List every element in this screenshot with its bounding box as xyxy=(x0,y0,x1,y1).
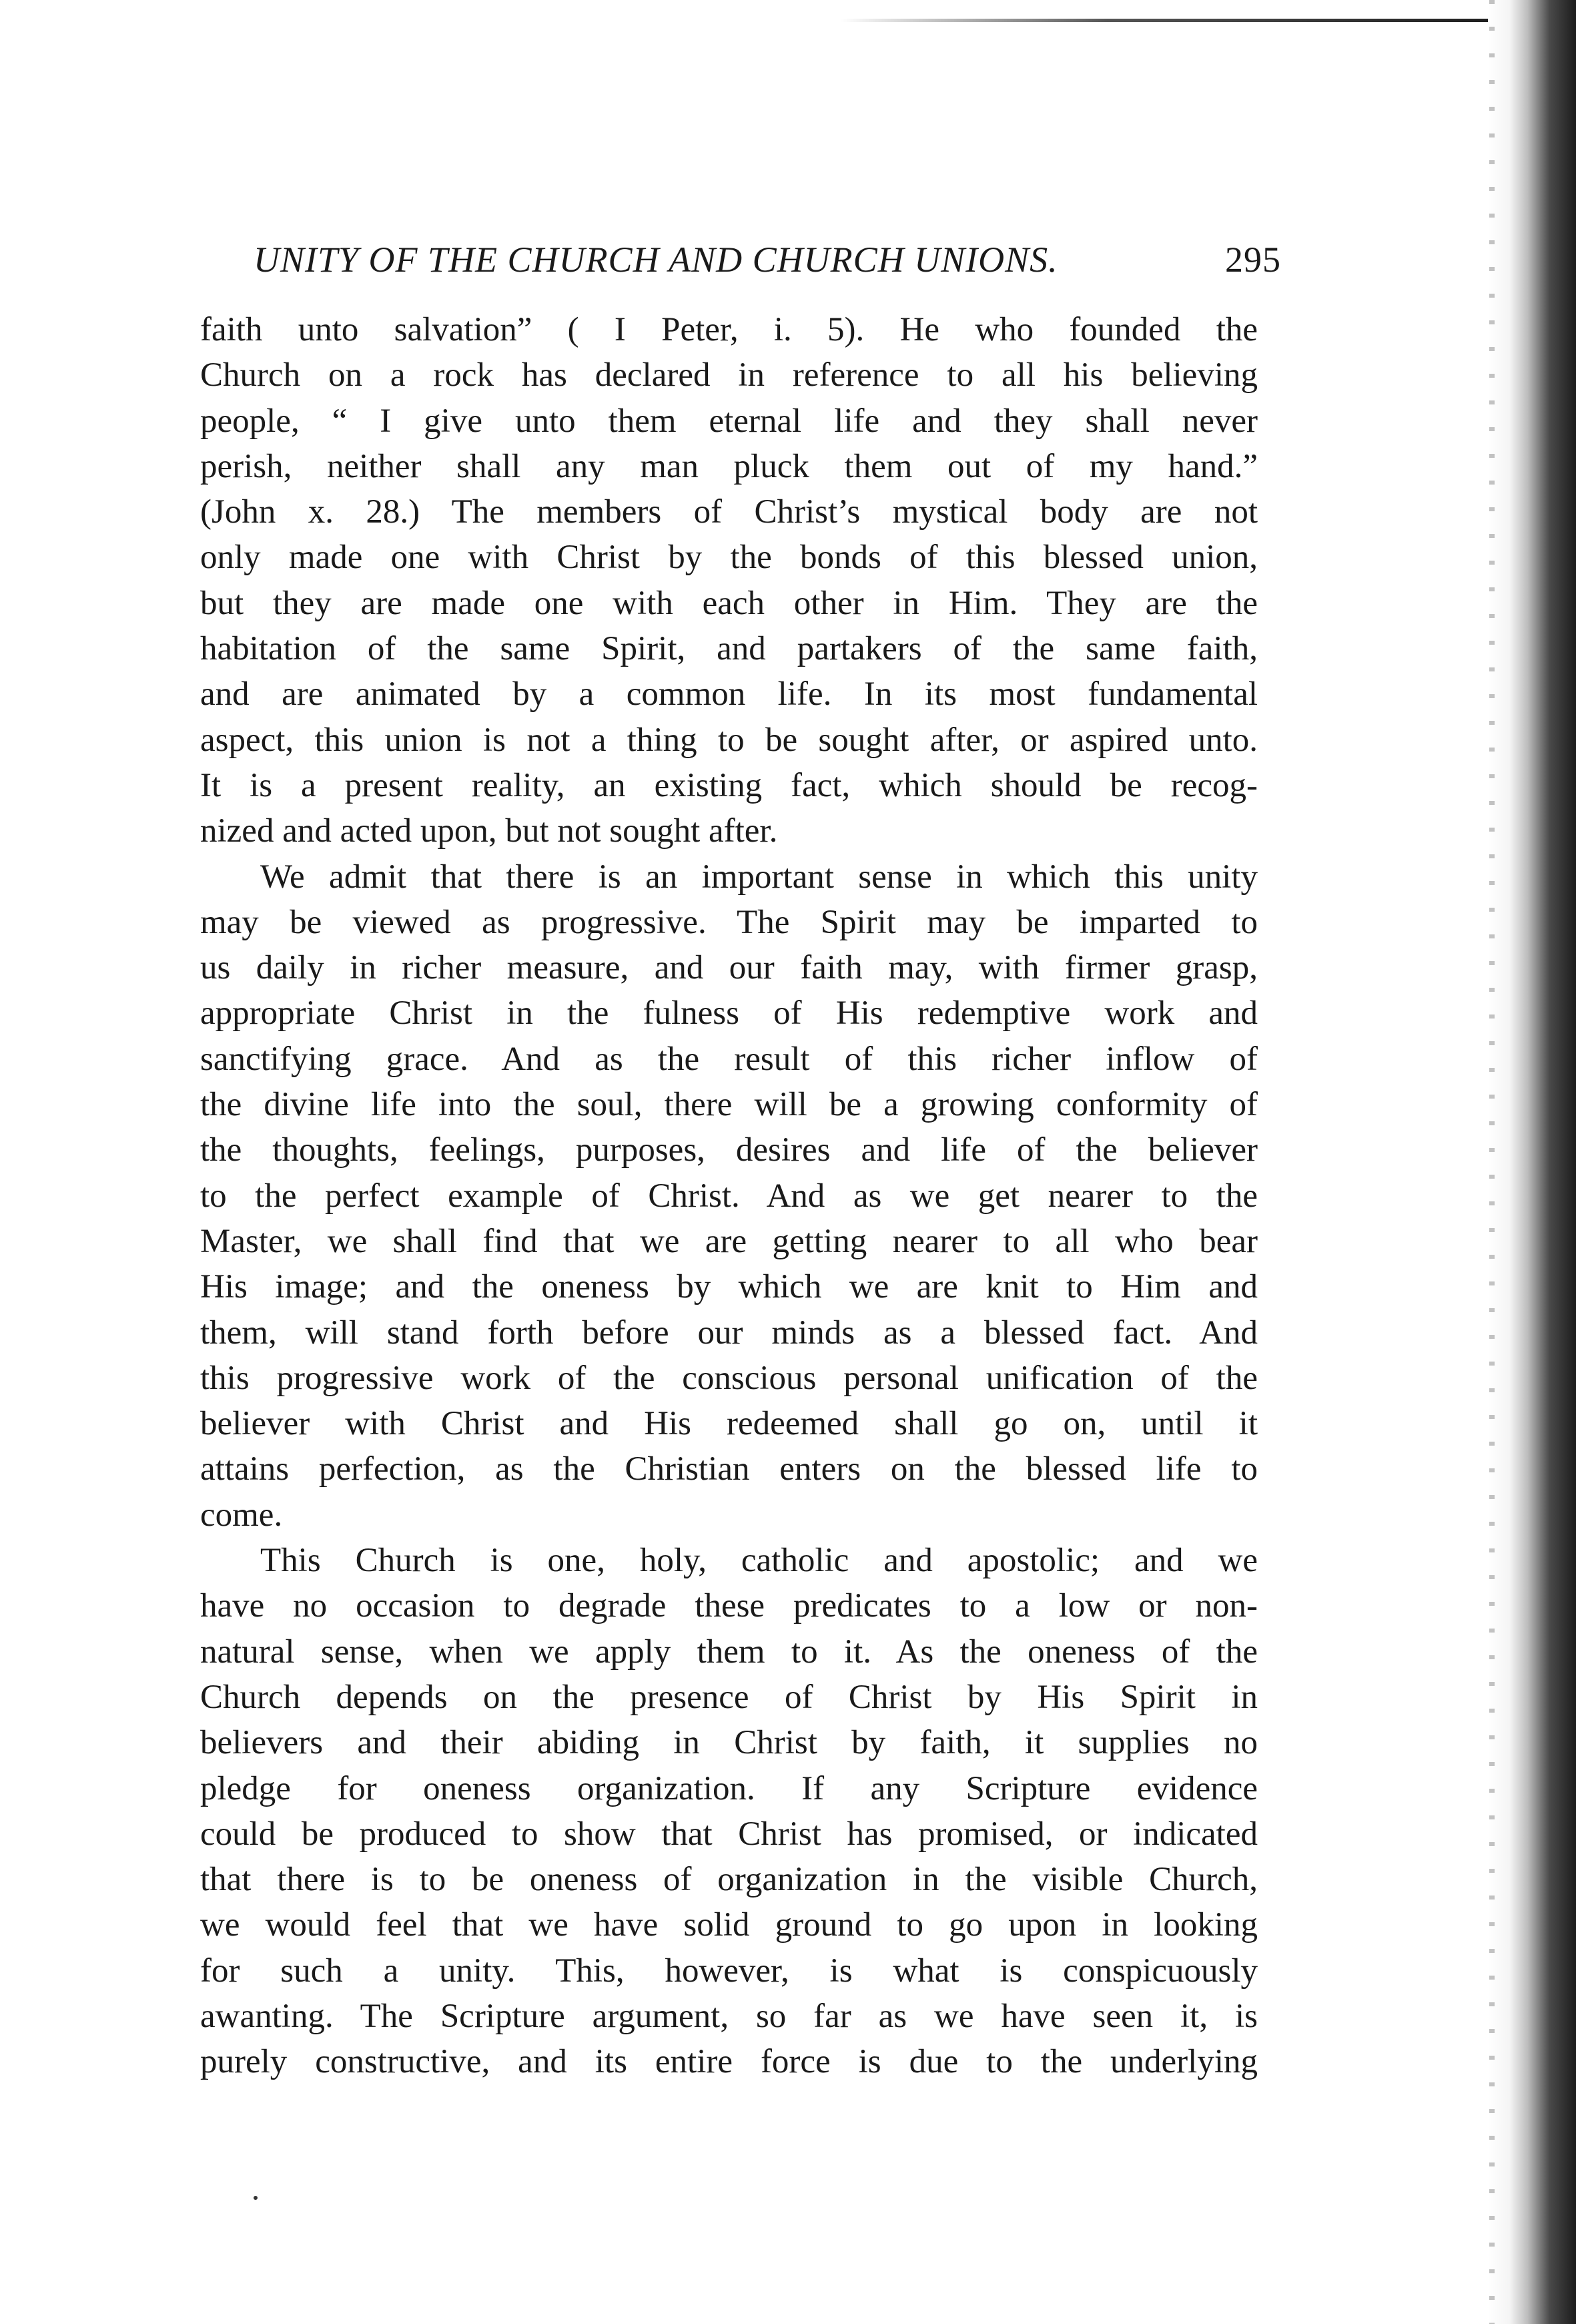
text-line: attains perfection, as the Christian enters on the blessed life to xyxy=(200,1450,1258,1488)
text-line: the thoughts, feelings, purposes, desires and life of the believer xyxy=(200,1131,1258,1169)
body-text xyxy=(200,307,1258,2085)
text-line: the divine life into the soul, there will be a growing conformity of xyxy=(200,1086,1258,1124)
text-line: for such a unity. This, however, is what is conspicuously xyxy=(200,1952,1258,1990)
text-line: nized and acted upon, but not sought after. xyxy=(200,812,778,850)
text-line: may be viewed as progressive. The Spirit may be imparted to xyxy=(200,903,1258,941)
text-line: appropriate Christ in the fulness of His redemptive work and xyxy=(200,994,1258,1033)
paragraph-2 xyxy=(200,854,1258,1538)
text-line: come. xyxy=(200,1496,283,1534)
text-line: aspect, this union is not a thing to be sought after, or aspired unto. xyxy=(200,721,1258,759)
paragraph-1 xyxy=(200,307,1258,854)
text-line: only made one with Christ by the bonds of this blessed union, xyxy=(200,539,1258,577)
running-head: UNITY OF THE CHURCH AND CHURCH UNIONS. xyxy=(254,240,1058,280)
scan-top-edge xyxy=(841,19,1508,22)
text-line: that there is to be oneness of organization in the visible Church, xyxy=(200,1861,1258,1899)
text-line: and are animated by a common life. In its most fundamental xyxy=(200,675,1258,713)
text-line: them, will stand forth before our minds as a blessed fact. And xyxy=(200,1314,1258,1352)
text-line: purely constructive, and its entire force is due to the underlying xyxy=(200,2043,1258,2081)
text-line: perish, neither shall any man pluck them out of my hand.” xyxy=(200,447,1258,485)
text-line: We admit that there is an important sense in which this unity xyxy=(260,858,1258,896)
text-line: His image; and the oneness by which we are knit to Him and xyxy=(200,1268,1258,1306)
text-line: us daily in richer measure, and our faith may, with firmer grasp, xyxy=(200,949,1258,987)
paragraph-3 xyxy=(200,1538,1258,2085)
page-header xyxy=(254,239,1281,292)
text-line: Church on a rock has declared in reference to all his believing xyxy=(200,356,1258,394)
text-line: sanctifying grace. And as the result of this richer inflow of xyxy=(200,1040,1258,1078)
text-line: Master, we shall find that we are getting nearer to all who bear xyxy=(200,1222,1258,1260)
text-line: believers and their abiding in Christ by faith, it supplies no xyxy=(200,1724,1258,1762)
text-line: people, “ I give unto them eternal life and they shall never xyxy=(200,402,1258,440)
scan-speck xyxy=(254,2196,258,2200)
text-line: faith unto salvation” ( I Peter, i. 5). He who founded the xyxy=(200,311,1258,348)
text-line: to the perfect example of Christ. And as we get nearer to the xyxy=(200,1177,1258,1215)
binding-streak xyxy=(1489,0,1495,2324)
text-line: this progressive work of the conscious personal unification of the xyxy=(200,1359,1258,1397)
text-line: habitation of the same Spirit, and partakers of the same faith, xyxy=(200,630,1258,668)
text-line: but they are made one with each other in Him. They are the xyxy=(200,584,1258,622)
text-line: natural sense, when we apply them to it. As the oneness of the xyxy=(200,1633,1258,1671)
text-line: pledge for oneness organization. If any Scripture evidence xyxy=(200,1769,1258,1807)
text-line: It is a present reality, an existing fact, which should be recog- xyxy=(200,766,1258,804)
text-line: have no occasion to degrade these predicates to a low or non- xyxy=(200,1587,1258,1625)
text-line: Church depends on the presence of Christ by His Spirit in xyxy=(200,1678,1258,1716)
page-number: 295 xyxy=(1225,240,1281,280)
text-line: awanting. The Scripture argument, so far as we have seen it, is xyxy=(200,1997,1258,2035)
text-line: we would feel that we have solid ground to go upon in looking xyxy=(200,1906,1258,1944)
text-line: could be produced to show that Christ has promised, or indicated xyxy=(200,1815,1258,1853)
binding-shadow xyxy=(1488,0,1576,2324)
text-line: (John x. 28.) The members of Christ’s mystical body are not xyxy=(200,493,1258,531)
text-line: believer with Christ and His redeemed shall go on, until it xyxy=(200,1405,1258,1443)
text-line: This Church is one, holy, catholic and apostolic; and we xyxy=(260,1542,1258,1580)
